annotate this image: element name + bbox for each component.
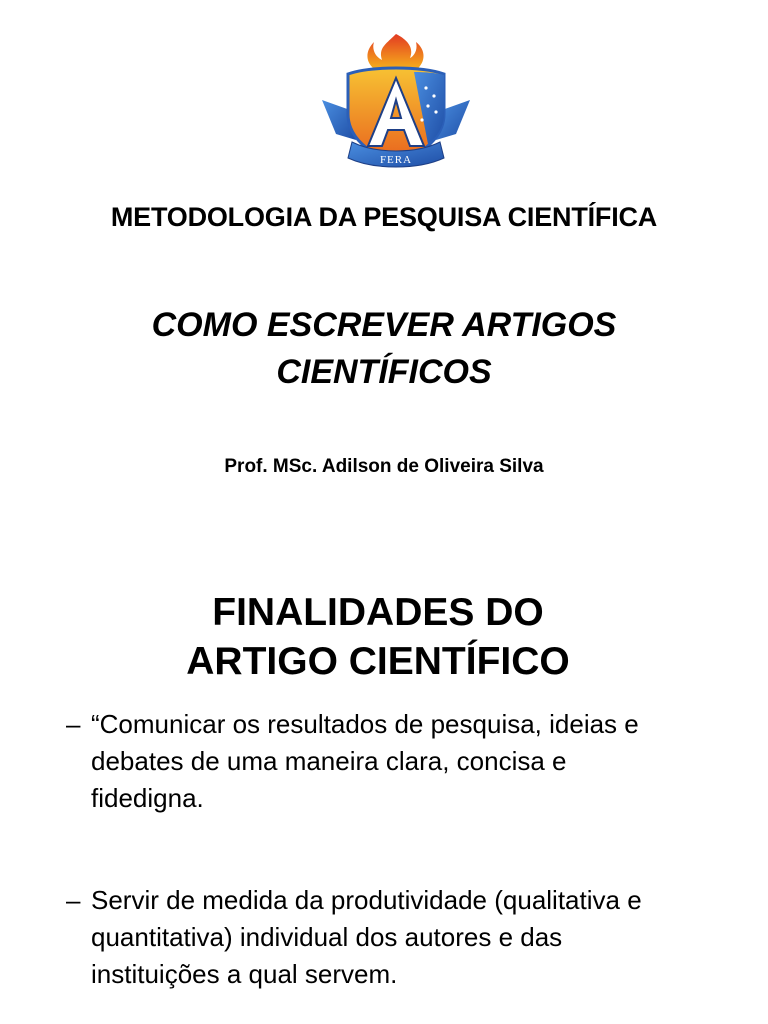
flame-icon [367,34,423,70]
lecture-title-line: COMO ESCREVER ARTIGOS [151,306,617,344]
bullet-line: debates de uma maneira clara, concisa e [91,746,567,776]
bullet-line: fidedigna. [91,783,204,813]
fera-logo [316,30,476,180]
bullet-line: “Comunicar os resultados de pesquisa, ideias e [91,709,639,739]
fera-crest-icon [316,30,476,180]
bullet-line: quantitativa) individual dos autores e das [91,922,563,952]
bullet-line: instituições a qual servem. [91,959,398,989]
lecture-title-line: CIENTÍFICOS [276,353,492,391]
bullet-dash: – [66,709,81,739]
bullet-dash: – [66,885,81,915]
section-title-line: ARTIGO CIENTÍFICO [186,640,570,683]
bullet-text [91,882,756,993]
section-title-line: FINALIDADES DO [212,591,544,634]
section-title [0,588,756,686]
lecture-title [0,302,768,396]
ribbon-text: FERA [379,154,413,166]
bullet-line: Servir de medida da produtividade (qualitativa e [91,885,642,915]
author-name: Prof. MSc. Adilson de Oliveira Silva [224,456,544,477]
course-title: METODOLOGIA DA PESQUISA CIENTÍFICA [110,202,658,232]
bullet-text [91,706,756,817]
